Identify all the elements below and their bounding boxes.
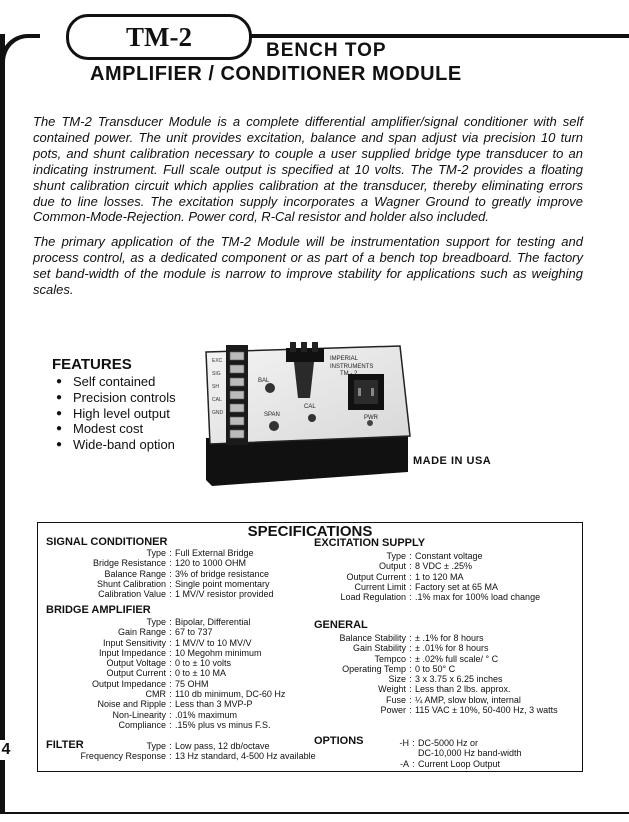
spec-value: ¼ AMP, slow blow, internal [415,694,521,705]
spec-value: 75 OHM [175,678,209,689]
spec-label: Frequency Response [80,751,166,762]
spec-row: Current Limit : Factory set at 65 MA [288,582,540,592]
spec-label: Power [380,705,406,716]
spec-row: Noise and Ripple : Less than 3 MVP-P [46,699,285,709]
spec-row: Balance Range : 3% of bridge resistance [46,569,274,579]
spec-value: Constant voltage [415,551,483,561]
feature-item: ● High level output [56,406,176,422]
feature-item: ● Precision controls [56,390,176,406]
spec-label: Gain Range [117,627,166,638]
spec-value: .1% max for 100% load change [415,592,541,603]
intro-paragraph-1: The TM-2 Transducer Module is a complete differential amplifier/signal conditioner with self contained power. The unit provides excitation, balance and span adjust via precision 10 turn pots, and shunt calibration necessary to couple a user supplied bridge type transducer to an indicating instrument. Full scale output is specified at 10 volts. The TM-2 provides a floating shunt calibration circuit which applies calibration at the transducer, thereby eliminating errors due to line losses. The excitation supply incorporates a Wagner Ground to greatly improve Common-Mode-Rejection. Power cord, R-Cal resistor and holder also included. [33,114,583,225]
signal-conditioner-rows [46,548,274,599]
spec-row: Frequency Response : 13 Hz standard, 4-500 Hz available [46,751,316,761]
spec-value: Factory set at 65 MA [415,581,499,592]
excitation-supply-rows [288,551,540,602]
spec-value: 3% of bridge resistance [175,568,270,579]
spec-label: Input Sensitivity [102,637,166,648]
panel-label: SIG [212,371,221,377]
excitation-supply-title: EXCITATION SUPPLY [314,537,426,549]
panel-label: SH [212,384,219,390]
spec-value: Bipolar, Differential [175,617,251,627]
feature-item: ● Self contained [56,374,176,390]
model-name: TM-2 [126,21,192,52]
filter-rows [46,741,316,762]
spec-row: Weight : Less than 2 lbs. approx. [288,684,558,694]
spec-label: Output Voltage [106,658,166,669]
spec-label: Output Impedance [91,678,166,689]
spec-row: Output Current : 0 to ± 10 MA [46,668,285,678]
photo-caption: MADE IN USA [413,455,492,467]
spec-value: ± .1% for 8 hours [415,633,484,643]
spec-label: CMR [145,689,166,700]
option-row [393,748,522,758]
spec-row: Shunt Calibration : Single point momentary [46,579,274,589]
spec-value: Full External Bridge [175,548,254,558]
spec-label: Operating Temp [342,663,406,674]
specifications-box [37,522,583,772]
spec-label: Type [146,741,166,751]
panel-label: PWR [364,415,378,421]
frame-corner [0,34,40,74]
spec-value: 115 VAC ± 10%, 50-400 Hz, 3 watts [415,705,558,716]
spec-row: Compliance : .15% plus vs minus F.S. [46,720,285,730]
spec-value: ± .01% for 8 hours [415,643,489,654]
spec-label: Input Impedance [98,647,166,658]
spec-label: Output [378,561,406,572]
spec-label: Tempco [374,653,406,664]
spec-label: Load Regulation [340,592,406,603]
options-rows [393,738,522,769]
spec-label: Output Current [106,668,166,679]
spec-row: Power : 115 VAC ± 10%, 50-400 Hz, 3 watts [288,705,558,715]
spec-value: Low pass, 12 db/octave [175,741,270,751]
general-title: GENERAL [314,619,368,631]
spec-value: 13 Hz standard, 4-500 Hz available [175,751,316,762]
spec-row: CMR : 110 db minimum, DC-60 Hz [46,689,285,699]
panel-label: TM - 2 [340,371,358,377]
spec-row: Type : Bipolar, Differential [46,617,285,627]
spec-value: 1 MV/V resistor provided [175,589,274,600]
spec-value: 0 to 50° C [415,663,456,674]
spec-row: Type : Full External Bridge [46,548,274,558]
spec-row: Non-Linearity : .01% maximum [46,710,285,720]
spec-label: Non-Linearity [112,709,166,720]
bridge-amplifier-title: BRIDGE AMPLIFIER [46,604,151,616]
spec-value: 67 to 737 [175,627,213,638]
spec-row: Size : 3 x 3.75 x 6.25 inches [288,674,558,684]
option-value: Current Loop Output [418,758,501,769]
spec-label: Current Limit [354,581,406,592]
spec-value: Less than 3 MVP-P [175,699,253,710]
spec-value: .15% plus vs minus F.S. [175,719,271,730]
panel-label: IMPERIAL [330,356,359,362]
feature-item: ● Wide-band option [56,437,176,453]
spec-value: 10 Megohm minimum [175,647,262,658]
spec-row: Type : Low pass, 12 db/octave [46,741,316,751]
spec-value: 3 x 3.75 x 6.25 inches [415,674,503,685]
specifications-heading: SPECIFICATIONS [247,523,373,540]
panel-label: CAL [304,404,316,410]
spec-label: Compliance [118,719,166,730]
model-badge [66,14,252,60]
panel-label: BAL [258,378,270,384]
option-code: -H [399,738,409,748]
spec-label: Balance Stability [339,633,406,643]
spec-value: Less than 2 lbs. approx. [415,684,511,695]
option-value: DC-10,000 Hz band-width [418,748,522,759]
spec-row: Output Impedance : 75 OHM [46,679,285,689]
page-title-line2: AMPLIFIER / CONDITIONER MODULE [90,63,462,85]
spec-label: Bridge Resistance [92,558,166,569]
spec-row: Input Impedance : 10 Megohm minimum [46,648,285,658]
intro-text [33,114,583,307]
spec-label: Calibration Value [98,589,166,600]
filter-title: FILTER [46,739,84,751]
spec-label: Type [386,551,406,561]
feature-item: ● Modest cost [56,421,176,437]
spec-row: Operating Temp : 0 to 50° C [288,664,558,674]
panel-label: SPAN [264,412,280,418]
spec-row: Output Voltage : 0 to ± 10 volts [46,658,285,668]
panel-label: CAL [212,397,222,403]
option-code [393,748,409,758]
panel-label: INSTRUMENTS [330,364,374,370]
spec-row: Output Current : 1 to 120 MA [288,572,540,582]
spec-value: Single point momentary [175,578,270,589]
spec-row: Balance Stability : ± .1% for 8 hours [288,633,558,643]
spec-value: 1 to 120 MA [415,571,464,582]
spec-row: Gain Stability : ± .01% for 8 hours [288,643,558,653]
general-rows [288,633,558,715]
spec-label: Gain Stability [352,643,406,654]
bridge-amplifier-rows [46,617,285,730]
option-code: -A [400,758,409,769]
spec-row: Fuse : ¼ AMP, slow blow, internal [288,695,558,705]
options-title: OPTIONS [314,735,364,747]
spec-row: Input Sensitivity : 1 MV/V to 10 MV/V [46,638,285,648]
spec-row: Load Regulation : .1% max for 100% load change [288,592,540,602]
spec-row: Output : 8 VDC ± .25% [288,561,540,571]
spec-label: Noise and Ripple [97,699,166,710]
frame-top-rule [248,34,629,38]
panel-label: EXC [212,358,223,364]
panel-label: GND [212,410,224,416]
spec-value: 0 to ± 10 MA [175,668,226,679]
spec-value: 0 to ± 10 volts [175,658,231,669]
spec-row: Gain Range : 67 to 737 [46,627,285,637]
product-photo [200,340,415,488]
spec-value: 110 db minimum, DC-60 Hz [175,689,286,700]
spec-label: Size [388,674,406,685]
features-title: FEATURES [52,356,132,373]
frame-bottom-rule [0,812,629,814]
spec-value: 1 MV/V to 10 MV/V [175,637,252,648]
spec-label: Type [146,617,166,627]
spec-label: Balance Range [104,568,166,579]
option-row: -A : Current Loop Output [393,759,522,769]
spec-row: Tempco : ± .02% full scale/ ° C [288,654,558,664]
spec-row: Calibration Value : 1 MV/V resistor provided [46,589,274,599]
spec-value: 8 VDC ± .25% [415,561,472,572]
option-row: -H : DC-5000 Hz or [393,738,522,748]
spec-row: Type : Constant voltage [288,551,540,561]
features-list [56,374,176,453]
spec-label: Output Current [346,571,406,582]
intro-paragraph-2: The primary application of the TM-2 Module will be instrumentation support for testing and process control, as a dedicated component or as part of a bench top breadboard. The factory set band-width of the module is narrow to improve stability for applications such as weighing scales. [33,234,583,298]
signal-conditioner-title: SIGNAL CONDITIONER [46,536,168,548]
spec-value: ± .02% full scale/ ° C [415,653,499,664]
spec-label: Weight [378,684,406,695]
spec-label: Fuse [385,694,406,705]
page-title-line1: BENCH TOP [266,40,387,61]
spec-label: Shunt Calibration [96,578,166,589]
spec-label: Type [146,548,166,558]
page-number: 4 [1,741,11,758]
spec-row: Bridge Resistance : 120 to 1000 OHM [46,558,274,568]
spec-value: 120 to 1000 OHM [175,558,247,569]
spec-value: .01% maximum [175,709,238,720]
option-value: DC-5000 Hz or [418,738,479,748]
frame-left-rule [0,34,5,814]
